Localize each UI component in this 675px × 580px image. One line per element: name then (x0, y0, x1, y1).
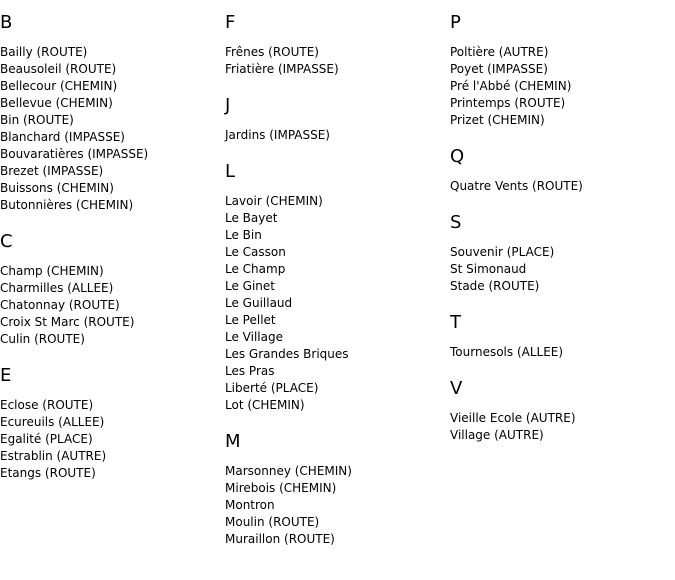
street-item: Tournesols (ALLEE) (450, 345, 564, 359)
letter-section (0, 364, 220, 482)
street-item: Le Champ (225, 262, 286, 276)
street-item: Eclose (ROUTE) (0, 398, 94, 412)
street-item: Bailly (ROUTE) (0, 45, 88, 59)
street-item: Le Guillaud (225, 296, 293, 310)
street-list (450, 44, 670, 129)
street-item: Bellevue (CHEMIN) (0, 96, 113, 110)
street-item: Etangs (ROUTE) (0, 466, 96, 480)
street-item: Les Pras (225, 364, 275, 378)
letter-section (225, 160, 445, 414)
street-list (225, 193, 445, 414)
street-item: Stade (ROUTE) (450, 279, 540, 293)
street-item: Le Casson (225, 245, 286, 259)
street-item: Champ (CHEMIN) (0, 264, 104, 278)
street-item: Estrablin (AUTRE) (0, 449, 107, 463)
street-item: Vieille Ecole (AUTRE) (450, 411, 576, 425)
letter-heading: B (0, 12, 13, 33)
street-item: Poyet (IMPASSE) (450, 62, 548, 76)
letter-section (450, 311, 670, 361)
index-column (225, 11, 445, 564)
street-item: Village (AUTRE) (450, 428, 544, 442)
index-column (450, 11, 670, 460)
letter-heading: C (0, 231, 13, 252)
letter-section (450, 377, 670, 444)
street-item: Les Grandes Briques (225, 347, 349, 361)
street-item: Brezet (IMPASSE) (0, 164, 104, 178)
street-item: Le Bin (225, 228, 262, 242)
letter-heading: P (450, 12, 461, 33)
street-item: Bin (ROUTE) (0, 113, 74, 127)
letter-heading: S (450, 212, 462, 233)
street-item: Lavoir (CHEMIN) (225, 194, 323, 208)
street-item: Charmilles (ALLEE) (0, 281, 114, 295)
street-item: Le Ginet (225, 279, 275, 293)
street-list (0, 397, 220, 482)
street-item: Montron (225, 498, 275, 512)
street-item: Mirebois (CHEMIN) (225, 481, 337, 495)
letter-heading: Q (450, 146, 465, 167)
street-item: Buissons (CHEMIN) (0, 181, 114, 195)
street-item: Le Pellet (225, 313, 276, 327)
letter-heading: J (225, 95, 231, 116)
letter-section (450, 211, 670, 295)
street-item: Egalité (PLACE) (0, 432, 93, 446)
street-item: Lot (CHEMIN) (225, 398, 305, 412)
letter-heading: E (0, 365, 12, 386)
street-item: Pré l'Abbé (CHEMIN) (450, 79, 572, 93)
street-item: Marsonney (CHEMIN) (225, 464, 352, 478)
letter-heading: M (225, 431, 241, 452)
street-item: Liberté (PLACE) (225, 381, 319, 395)
street-item: Le Bayet (225, 211, 278, 225)
street-item: Le Village (225, 330, 283, 344)
street-item: Croix St Marc (ROUTE) (0, 315, 135, 329)
street-list (225, 463, 445, 548)
street-item: Jardins (IMPASSE) (225, 128, 330, 142)
street-item: Bellecour (CHEMIN) (0, 79, 118, 93)
letter-heading: F (225, 12, 236, 33)
street-item: Chatonnay (ROUTE) (0, 298, 120, 312)
street-item: Beausoleil (ROUTE) (0, 62, 117, 76)
letter-heading: L (225, 161, 236, 182)
street-item: Ecureuils (ALLEE) (0, 415, 105, 429)
letter-section (0, 230, 220, 348)
letter-section (450, 145, 670, 195)
letter-heading: T (450, 312, 461, 333)
street-list (450, 244, 670, 295)
letter-section (225, 430, 445, 548)
street-item: Frênes (ROUTE) (225, 45, 319, 59)
street-item: Friatière (IMPASSE) (225, 62, 339, 76)
letter-section (225, 11, 445, 78)
street-list (450, 178, 670, 195)
street-list (0, 263, 220, 348)
street-item: Muraillon (ROUTE) (225, 532, 335, 546)
street-list (0, 44, 220, 214)
street-item: Poltière (AUTRE) (450, 45, 549, 59)
street-item: St Simonaud (450, 262, 527, 276)
street-list (450, 410, 670, 444)
letter-heading: V (450, 378, 463, 399)
street-list (225, 44, 445, 78)
street-item: Blanchard (IMPASSE) (0, 130, 125, 144)
street-list (225, 127, 445, 144)
index-column (0, 11, 220, 498)
street-item: Butonnières (CHEMIN) (0, 198, 134, 212)
street-item: Souvenir (PLACE) (450, 245, 555, 259)
street-item: Quatre Vents (ROUTE) (450, 179, 583, 193)
street-item: Prizet (CHEMIN) (450, 113, 545, 127)
street-item: Moulin (ROUTE) (225, 515, 320, 529)
street-item: Bouvaratières (IMPASSE) (0, 147, 149, 161)
letter-section (450, 11, 670, 129)
street-list (450, 344, 670, 361)
street-item: Printemps (ROUTE) (450, 96, 566, 110)
letter-section (225, 94, 445, 144)
street-item: Culin (ROUTE) (0, 332, 85, 346)
letter-section (0, 11, 220, 214)
